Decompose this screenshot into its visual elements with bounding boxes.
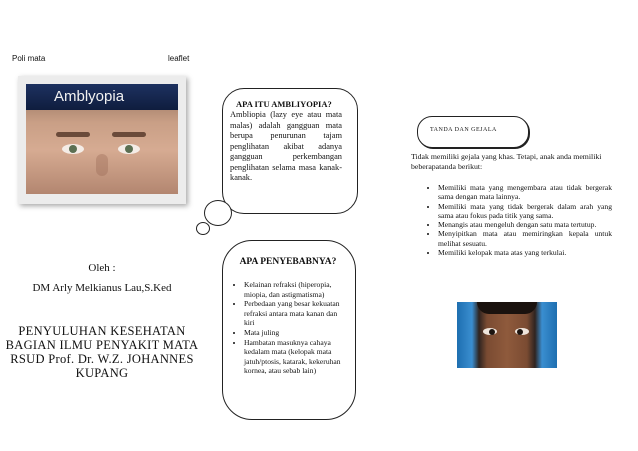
header-right-label: leaflet bbox=[168, 54, 190, 63]
causes-title: APA PENYEBABNYA? bbox=[239, 257, 337, 267]
list-item: • Menyipitkan mata atau memiringkan kepala untuk melihat sesuatu. bbox=[438, 229, 612, 248]
title-line: PENYULUHAN KESEHATAN bbox=[18, 324, 186, 338]
header-left-label: Poli mata bbox=[12, 54, 46, 63]
causes-list bbox=[232, 280, 348, 376]
child-eye-photo bbox=[457, 302, 557, 368]
list-item: • Memiliki kelopak mata atas yang terkulai. bbox=[438, 248, 612, 257]
list-item: • Perbedaan yang besar kekuatan refraksi antara mata kanan dan kiri bbox=[244, 299, 348, 328]
what-is-title: APA ITU AMBLIYOPIA? bbox=[236, 99, 332, 109]
signs-label: TANDA DAN GEJALA bbox=[430, 127, 497, 133]
signs-list-wrap bbox=[426, 183, 612, 257]
list-item: • Mata juling bbox=[244, 328, 348, 338]
amblyopia-image-banner: Amblyopia bbox=[26, 84, 178, 110]
what-is-body: Ambliopia (lazy eye atau mata malas) adalah gangguan mata berupa penurunan tajam penglihatan akibat adanya gangguan perkembangan penglihatan selama masa kanak-kanak. bbox=[230, 110, 342, 182]
signs-intro: Tidak memiliki gejala yang khas. Tetapi, anak anda memiliki beberapatanda berikut: bbox=[411, 152, 602, 172]
author-name: DM Arly Melkianus Lau,S.Ked bbox=[32, 282, 172, 294]
causes-list-wrap bbox=[232, 280, 348, 376]
amblyopia-image-frame bbox=[18, 76, 186, 204]
leaflet-title bbox=[0, 324, 204, 380]
signs-list bbox=[426, 183, 612, 257]
by-label: Oleh : bbox=[88, 262, 116, 274]
cloud-tail-bubble bbox=[204, 200, 232, 226]
list-item: • Memiliki mata yang tidak bergerak dalam arah yang sama atau fokus pada titik yang sama. bbox=[438, 202, 612, 221]
title-line: RSUD Prof. Dr. W.Z. JOHANNES bbox=[10, 352, 194, 366]
list-item: • Hambatan masuknya cahaya kedalam mata (kelopak mata jatuh/ptosis, katarak, kekeruhan kornea, atau sebab lain) bbox=[244, 338, 348, 376]
list-item: • Kelainan refraksi (hiperopia, miopia, dan astigmatisma) bbox=[244, 280, 348, 299]
title-line: KUPANG bbox=[75, 366, 129, 380]
amblyopia-image bbox=[26, 84, 178, 194]
cloud-tail-bubble bbox=[196, 222, 210, 235]
title-line: BAGIAN ILMU PENYAKIT MATA bbox=[5, 338, 199, 352]
list-item: • Menangis atau mengeluh dengan satu mata tertutup. bbox=[438, 220, 612, 229]
list-item: • Memiliki mata yang mengembara atau tidak bergerak sama dengan mata lainnya. bbox=[438, 183, 612, 202]
